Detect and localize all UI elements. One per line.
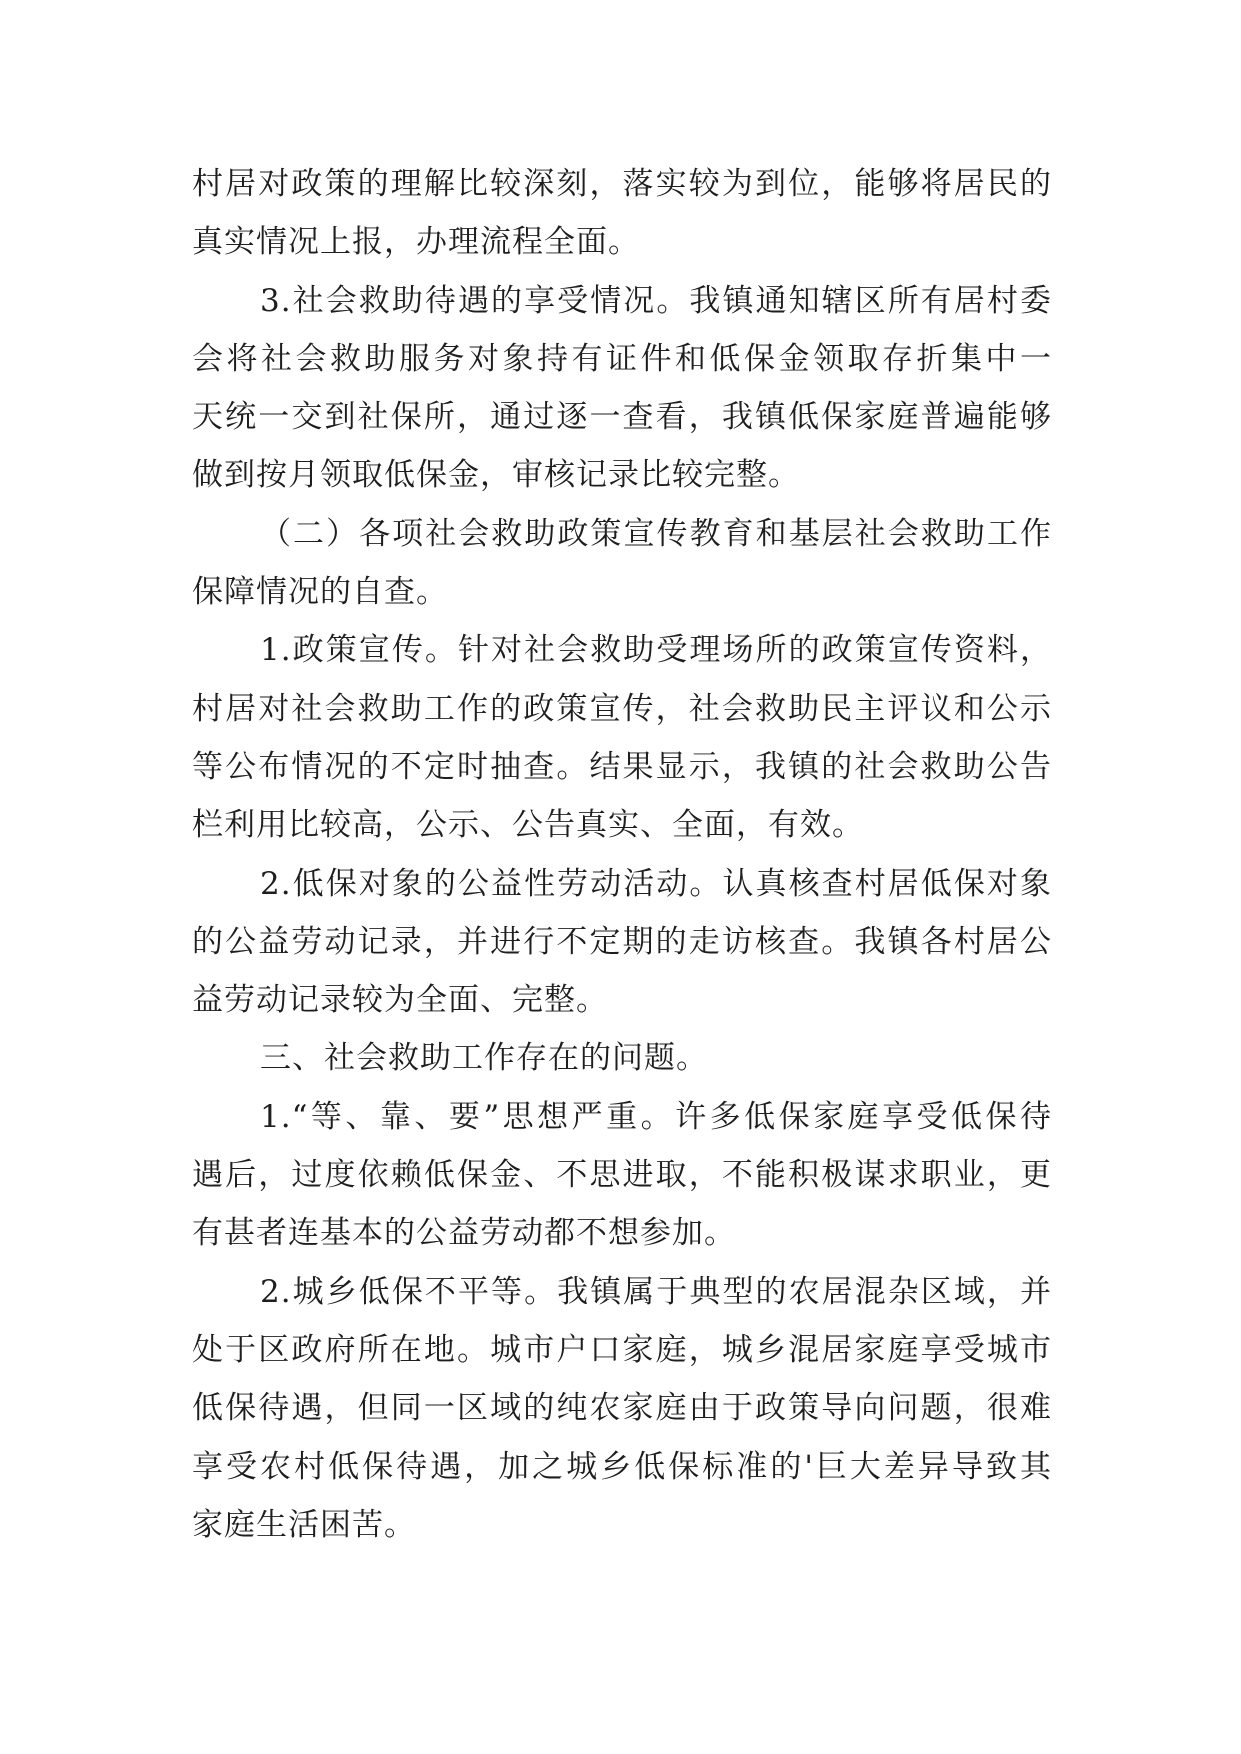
- paragraph: [192, 272, 1052, 505]
- document-body: [192, 155, 1052, 1554]
- text-line: 会将社会救助服务对象持有证件和低保金领取存折集中一: [192, 340, 1052, 377]
- text-line: 处于区政府所在地。城市户口家庭，城乡混居家庭享受城市: [192, 1331, 1052, 1368]
- text-line: 2.低保对象的公益性劳动活动。认真核查村居低保对象: [260, 865, 1052, 902]
- paragraph: [192, 621, 1052, 854]
- paragraph: [192, 1263, 1052, 1554]
- text-line: 遇后，过度依赖低保金、不思进取，不能积极谋求职业，更: [192, 1157, 1052, 1194]
- text-line: 三、社会救助工作存在的问题。: [260, 1040, 708, 1077]
- text-line: 的公益劳动记录，并进行不定期的走访核查。我镇各村居公: [192, 923, 1052, 960]
- text-line: 2.城乡低保不平等。我镇属于典型的农居混杂区域，并: [260, 1273, 1052, 1310]
- section-heading: [192, 1029, 1052, 1087]
- text-line: 保障情况的自查。: [192, 574, 448, 611]
- text-line: 村居对社会救助工作的政策宣传，社会救助民主评议和公示: [192, 690, 1052, 727]
- text-line: （二）各项社会救助政策宣传教育和基层社会救助工作: [260, 515, 1052, 552]
- text-line: 享受农村低保待遇，加之城乡低保标准的'巨大差异导致其: [192, 1448, 1052, 1485]
- text-line: 1.“等、靠、要”思想严重。许多低保家庭享受低保待: [260, 1098, 1052, 1135]
- text-line: 有甚者连基本的公益劳动都不想参加。: [192, 1215, 736, 1252]
- section-heading: [192, 505, 1052, 622]
- text-line: 益劳动记录较为全面、完整。: [192, 982, 608, 1019]
- text-line: 1.政策宣传。针对社会救助受理场所的政策宣传资料，: [260, 632, 1052, 669]
- text-line: 家庭生活困苦。: [192, 1506, 416, 1543]
- text-line: 做到按月领取低保金，审核记录比较完整。: [192, 457, 800, 494]
- text-line: 真实情况上报，办理流程全面。: [192, 224, 640, 261]
- paragraph: [192, 1088, 1052, 1263]
- text-line: 栏利用比较高，公示、公告真实、全面，有效。: [192, 807, 864, 844]
- text-line: 天统一交到社保所，通过逐一查看，我镇低保家庭普遍能够: [192, 399, 1052, 436]
- text-line: 村居对政策的理解比较深刻，落实较为到位，能够将居民的: [192, 166, 1052, 202]
- text-line: 低保待遇，但同一区域的纯农家庭由于政策导向问题，很难: [192, 1390, 1052, 1427]
- text-line: 3.社会救助待遇的享受情况。我镇通知辖区所有居村委: [260, 282, 1052, 319]
- paragraph: [192, 855, 1052, 1030]
- paragraph: [192, 155, 1052, 272]
- text-line: 等公布情况的不定时抽查。结果显示，我镇的社会救助公告: [192, 748, 1052, 785]
